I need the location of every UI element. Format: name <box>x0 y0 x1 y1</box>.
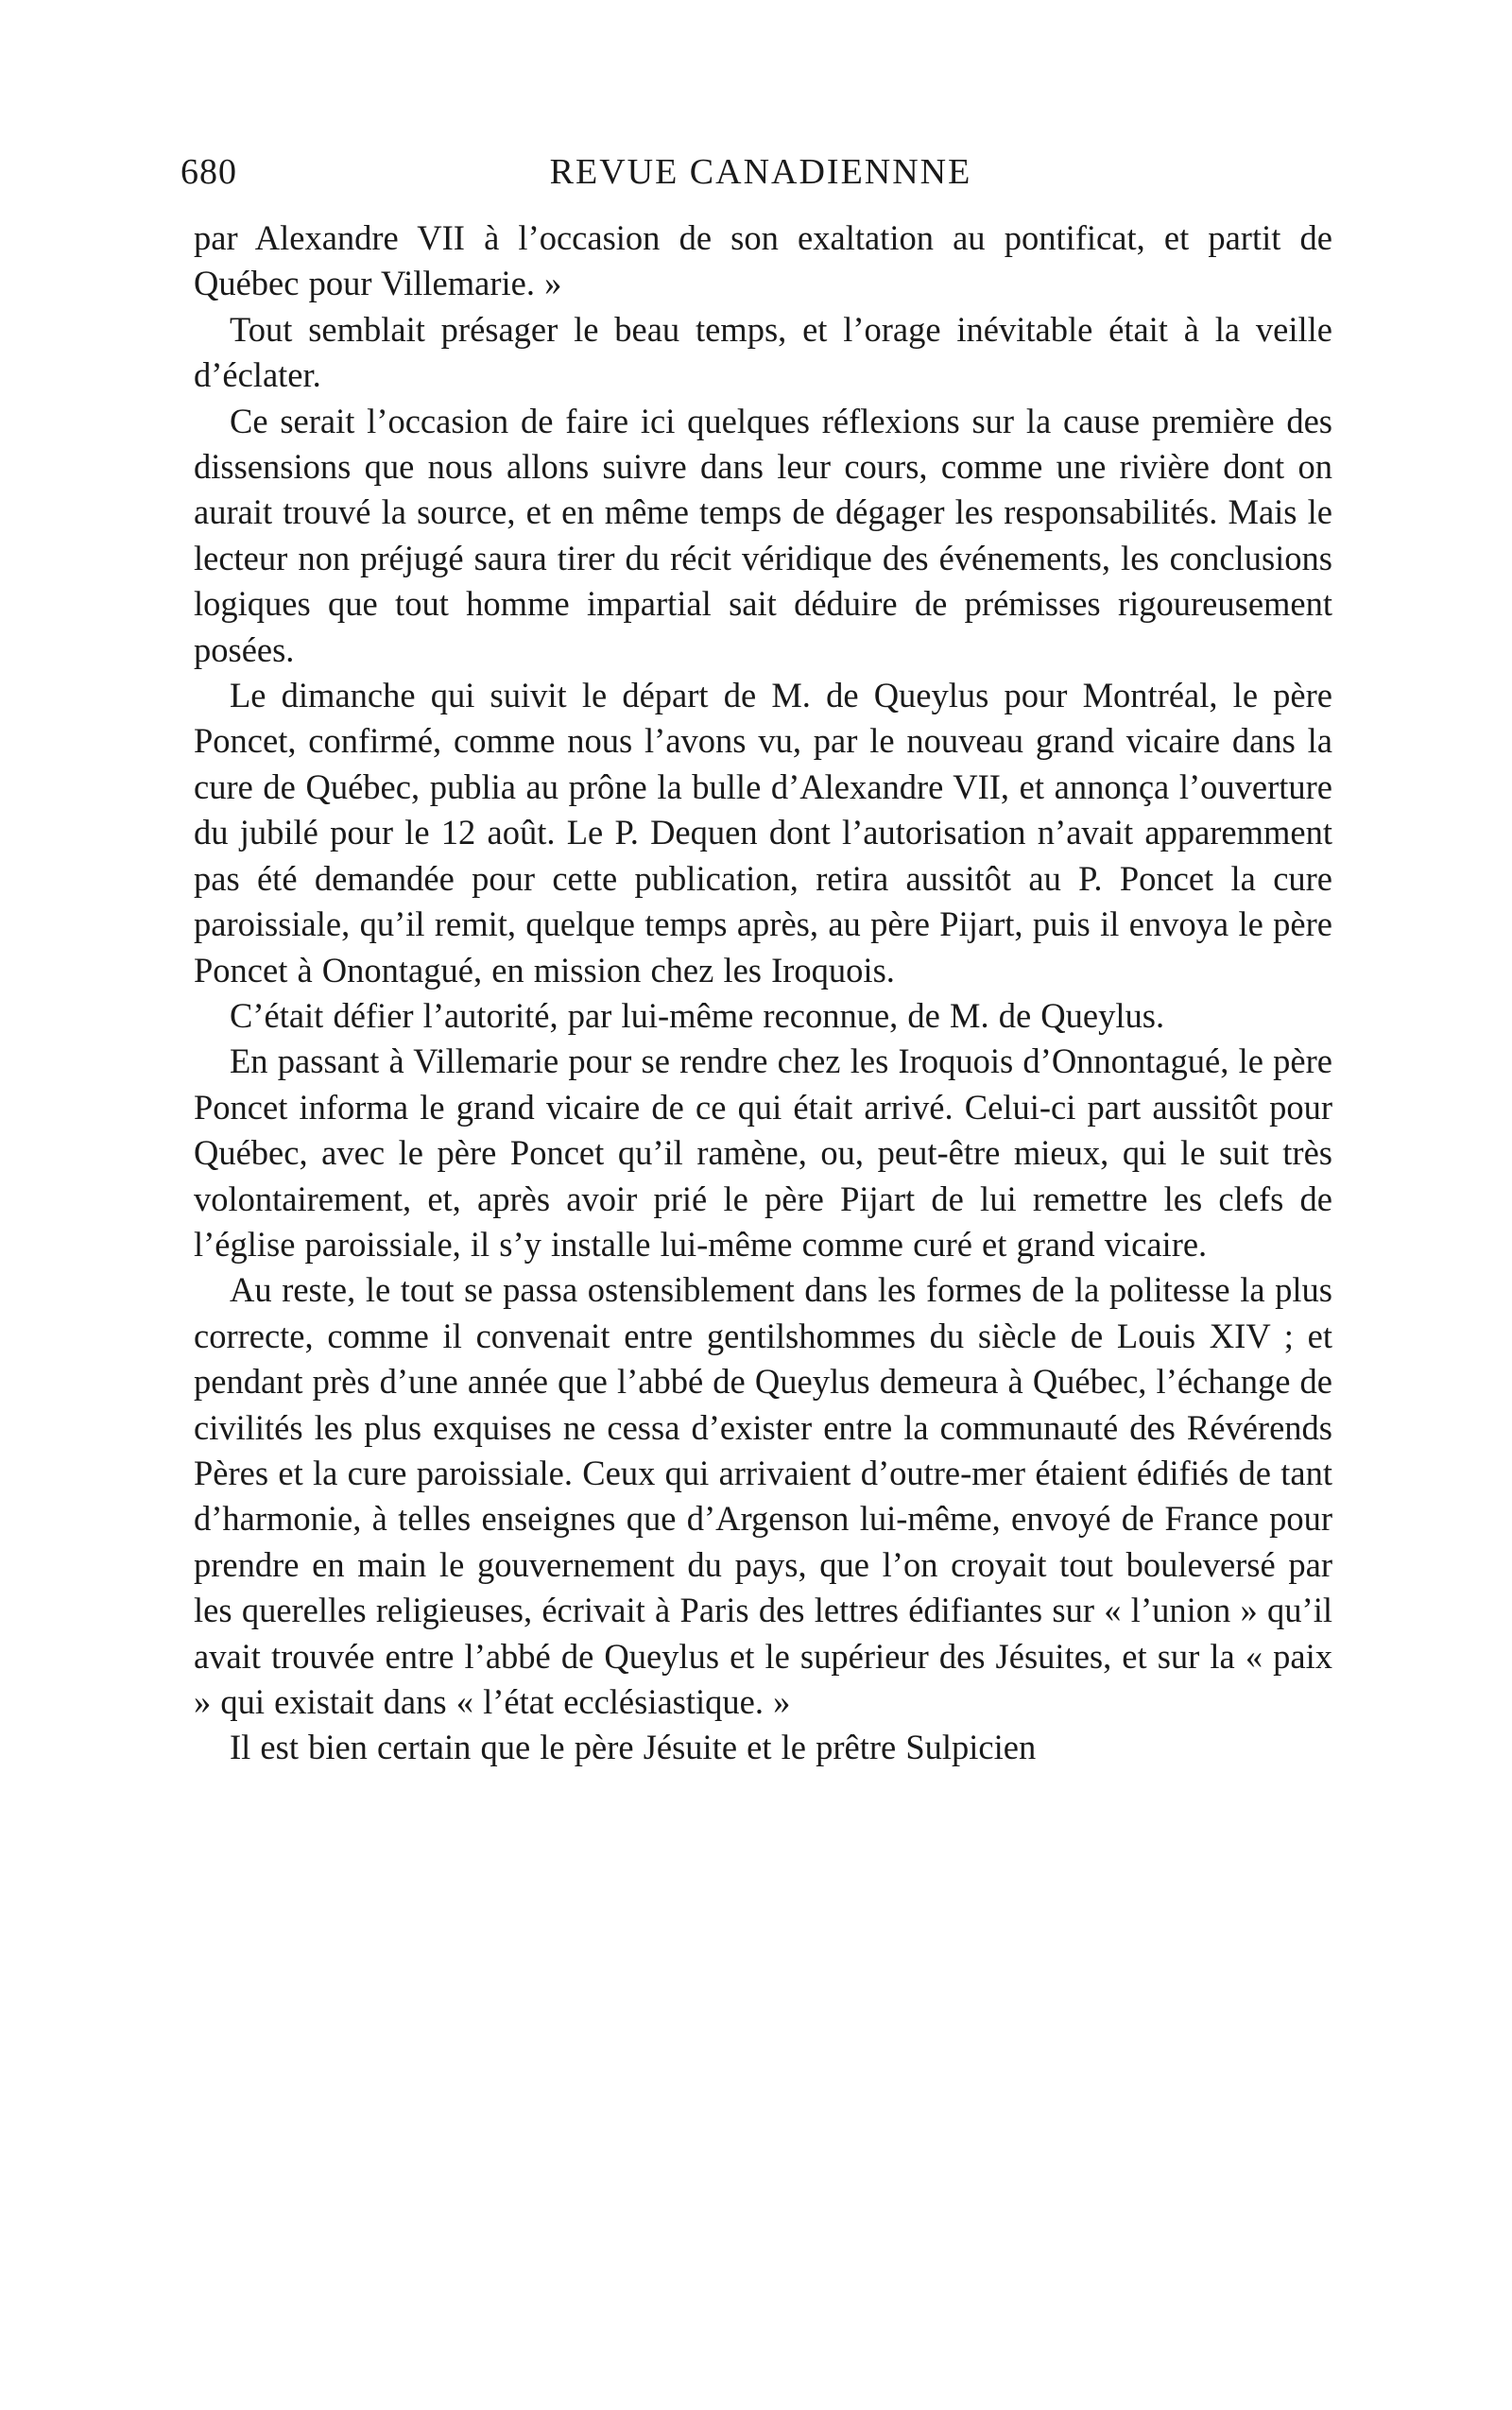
paragraph: C’était défier l’autorité, par lui-même reconnue, de M. de Queylus. <box>230 995 1165 1035</box>
paragraph: Tout semblait présager le beau temps, et l’orage inévitable était à la veille d’éclater. <box>194 309 1332 395</box>
paragraph: Au reste, le tout se passa ostensiblement dans les formes de la politesse la plus correcte, comme il convenait entre gentilshommes du siècle de Louis XIV ; et pendant près d’une année que l’abbé de Queylus demeura à Québec, l’échange de civilités les plus exquises ne cessa d’exister entre la communauté des Révérends Pères et la cure paroissiale. Ceux qui arrivaient d’outre-mer étaient édifiés de tant d’harmonie, à telles enseignes que d’Argenson lui-même, envoyé de France pour prendre en main le gouvernement du pays, que l’on croyait tout bouleversé par les querelles religieuses, écrivait à Paris des lettres édifiantes sur « l’union » qu’il avait trouvée entre l’abbé de Queylus et le supérieur des Jésuites, et sur la « paix » qui existait dans « l’état ecclésiastique. » <box>194 1270 1332 1721</box>
page-number: 680 <box>180 152 237 192</box>
running-title: REVUE CANADIENNNE <box>549 152 972 192</box>
paragraph: Il est bien certain que le père Jésuite et le prêtre Sulpicien <box>230 1728 1037 1767</box>
paragraph: Ce serait l’occasion de faire ici quelques réflexions sur la cause première des dissensions que nous allons suivre dans leur cours, comme une rivière dont on aurait trouvé la source, et en même temps de dégager les responsabilités. Mais le lecteur non préjugé saura tirer du récit véridique des événements, les conclusions logiques que tout homme impartial sait déduire de prémisses rigoureusement posées. <box>194 401 1332 669</box>
body-text <box>194 215 1332 1771</box>
paragraph: En passant à Villemarie pour se rendre chez les Iroquois d’Onnontagué, le père Poncet informa le grand vicaire de ce qui était arrivé. Celui-ci part aussitôt pour Québec, avec le père Poncet qu’il ramène, ou, peut-être mieux, qui le suit très volontairement, et, après avoir prié le père Pijart de lui remettre les clefs de l’église paroissiale, il s’y installe lui-même comme curé et grand vicaire. <box>194 1041 1332 1264</box>
paragraph: Le dimanche qui suivit le départ de M. de Queylus pour Montréal, le père Poncet, confirmé, comme nous l’avons vu, par le nouveau grand vicaire dans la cure de Québec, publia au prône la bulle d’Alexandre VII, et annonça l’ouverture du jubilé pour le 12 août. Le P. Dequen dont l’autorisation n’avait apparemment pas été demandée pour cette publication, retira aussitôt au P. Poncet la cure paroissiale, qu’il remit, quelque temps après, au père Pijart, puis il envoya le père Poncet à Onontagué, en mission chez les Iroquois. <box>194 676 1332 990</box>
running-head <box>175 144 1347 200</box>
paragraph-continuation: par Alexandre VII à l’occasion de son exaltation au pontificat, et partit de Québec pour Villemarie. » <box>194 218 1332 303</box>
